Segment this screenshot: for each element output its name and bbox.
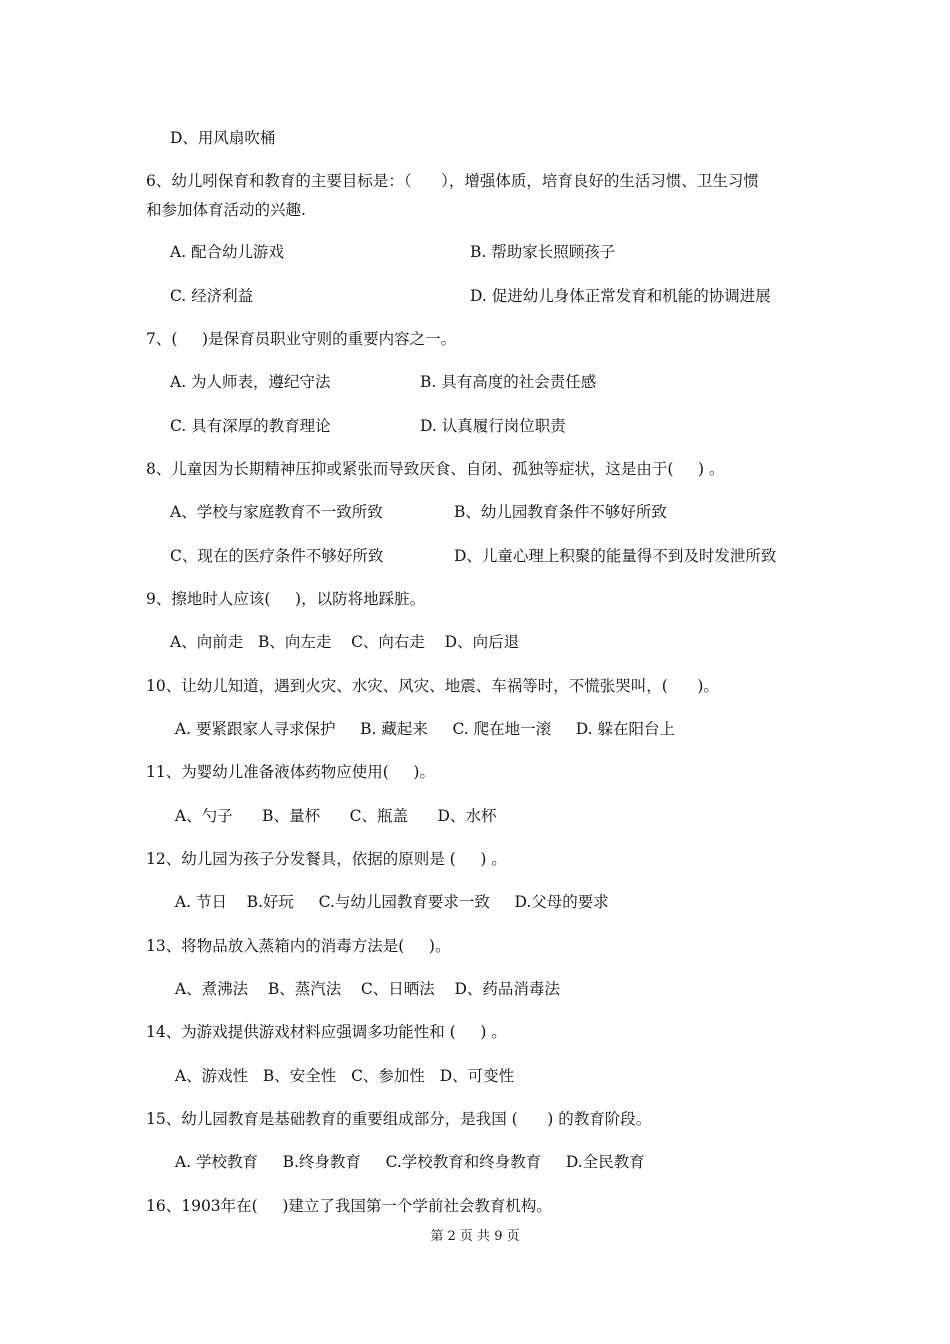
option-d: D、儿童心理上积聚的能量得不到及时发泄所致 (454, 547, 777, 565)
option-b: B、幼儿园教育条件不够好所致 (454, 503, 667, 521)
question-6-text: 6、幼儿吲保育和教育的主要目标是：（ ），增强体质，培育良好的生活习惯、卫生习惯 (146, 172, 759, 190)
question-9-text: 9、擦地时人应该( )，以防将地踩脏。 (146, 590, 426, 608)
option-b: B. 帮助家长照顾孩子 (470, 243, 616, 261)
question-8-text: 8、儿童因为长期精神压抑或紧张而导致厌食、自闭、孤独等症状，这是由于( ) 。 (146, 460, 725, 478)
option-c: C. 具有深厚的教育理论 (170, 417, 331, 435)
question-15-text: 15、幼儿园教育是基础教育的重要组成部分，是我国 ( ) 的教育阶段。 (146, 1110, 652, 1128)
question-12-options: A. 节日 B.好玩 C.与幼儿园教育要求一致 D.父母的要求 (170, 893, 609, 911)
option-a: A、学校与家庭教育不一致所致 (170, 503, 383, 521)
question-14-text: 14、为游戏提供游戏材料应强调多功能性和 ( ) 。 (146, 1023, 507, 1041)
question-7-text: 7、( )是保育员职业守则的重要内容之一。 (146, 330, 457, 348)
option-b: B. 具有高度的社会责任感 (420, 373, 597, 391)
question-11-options: A、勺子 B、量杯 C、瓶盖 D、水杯 (170, 807, 497, 825)
question-12-text: 12、幼儿园为孩子分发餐具，依据的原则是 ( ) 。 (146, 850, 507, 868)
question-14-options: A、游戏性 B、安全性 C、参加性 D、可变性 (170, 1067, 515, 1085)
option-c: C. 经济利益 (170, 287, 254, 305)
question-10-text: 10、让幼儿知道，遇到火灾、水灾、风灾、地震、车祸等时，不慌张哭叫，( )。 (146, 677, 719, 695)
option-d: D. 促进幼儿身体正常发育和机能的协调进展 (470, 287, 771, 305)
question-13-text: 13、将物品放入蒸箱内的消毒方法是( )。 (146, 937, 451, 955)
page-footer: 第 2 页 共 9 页 (430, 1229, 520, 1244)
question-16-text: 16、1903年在( )建立了我国第一个学前社会教育机构。 (146, 1197, 552, 1215)
option-d: D. 认真履行岗位职责 (420, 417, 566, 435)
option-a: A. 为人师表，遵纪守法 (170, 373, 331, 391)
question-13-options: A、煮沸法 B、蒸汽法 C、日晒法 D、药品消毒法 (170, 980, 560, 998)
question-15-options: A. 学校教育 B.终身教育 C.学校教育和终身教育 D.全民教育 (170, 1153, 645, 1171)
question-10-options: A. 要紧跟家人寻求保护 B. 藏起来 C. 爬在地一滚 D. 躲在阳台上 (170, 720, 676, 738)
option-c: C、现在的医疗条件不够好所致 (170, 547, 384, 565)
option-a: A. 配合幼儿游戏 (170, 243, 285, 261)
question-11-text: 11、为婴幼儿准备液体药物应使用( )。 (146, 763, 435, 781)
question-6-text-cont: 和参加体育活动的兴趣. (146, 201, 306, 219)
option-text: D、用风扇吹桶 (170, 129, 276, 147)
question-9-options: A、向前走 B、向左走 C、向右走 D、向后退 (170, 633, 520, 651)
